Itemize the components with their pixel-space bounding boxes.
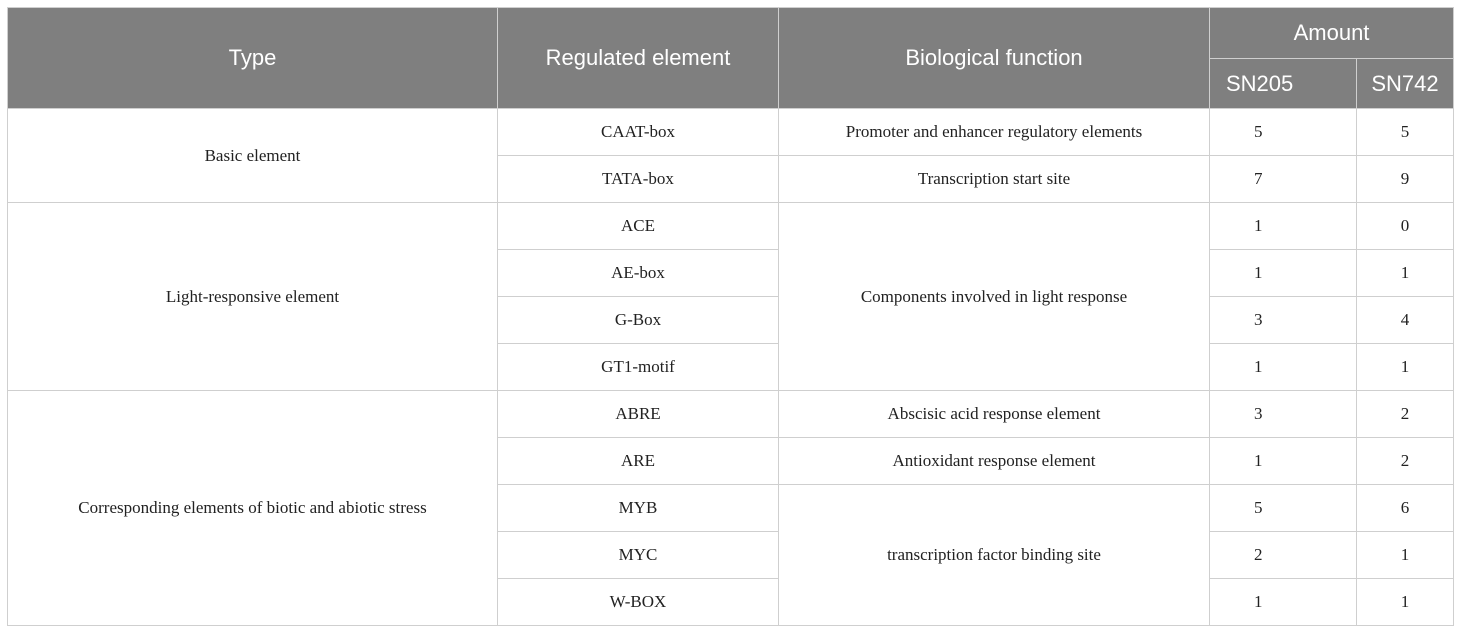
sn742-cell: 1 bbox=[1357, 532, 1454, 579]
element-cell: ARE bbox=[498, 438, 779, 485]
element-cell: MYB bbox=[498, 485, 779, 532]
sn742-cell: 4 bbox=[1357, 297, 1454, 344]
element-cell: AE-box bbox=[498, 250, 779, 297]
sn205-cell: 2 bbox=[1210, 532, 1357, 579]
sn742-cell: 1 bbox=[1357, 344, 1454, 391]
sn205-cell: 1 bbox=[1210, 203, 1357, 250]
sn205-cell: 7 bbox=[1210, 156, 1357, 203]
element-cell: GT1-motif bbox=[498, 344, 779, 391]
type-cell: Basic element bbox=[8, 109, 498, 203]
element-cell: G-Box bbox=[498, 297, 779, 344]
function-cell: Promoter and enhancer regulatory elements bbox=[779, 109, 1210, 156]
sn742-cell: 0 bbox=[1357, 203, 1454, 250]
element-cell: ABRE bbox=[498, 391, 779, 438]
element-cell: CAAT-box bbox=[498, 109, 779, 156]
header-sn205: SN205 bbox=[1210, 59, 1357, 109]
sn205-cell: 1 bbox=[1210, 438, 1357, 485]
header-sn742: SN742 bbox=[1357, 59, 1454, 109]
type-cell: Corresponding elements of biotic and abiotic stress bbox=[8, 391, 498, 626]
element-cell: TATA-box bbox=[498, 156, 779, 203]
sn742-cell: 1 bbox=[1357, 250, 1454, 297]
function-cell: transcription factor binding site bbox=[779, 485, 1210, 626]
header-amount: Amount bbox=[1210, 8, 1454, 59]
sn205-cell: 3 bbox=[1210, 391, 1357, 438]
sn742-cell: 2 bbox=[1357, 438, 1454, 485]
sn742-cell: 2 bbox=[1357, 391, 1454, 438]
sn205-cell: 1 bbox=[1210, 344, 1357, 391]
element-cell: W-BOX bbox=[498, 579, 779, 626]
header-biological-function: Biological function bbox=[779, 8, 1210, 109]
function-cell: Transcription start site bbox=[779, 156, 1210, 203]
function-cell: Components involved in light response bbox=[779, 203, 1210, 391]
function-cell: Antioxidant response element bbox=[779, 438, 1210, 485]
header-type: Type bbox=[8, 8, 498, 109]
sn742-cell: 1 bbox=[1357, 579, 1454, 626]
sn742-cell: 6 bbox=[1357, 485, 1454, 532]
sn205-cell: 3 bbox=[1210, 297, 1357, 344]
sn205-cell: 1 bbox=[1210, 250, 1357, 297]
sn742-cell: 5 bbox=[1357, 109, 1454, 156]
sn205-cell: 1 bbox=[1210, 579, 1357, 626]
type-cell: Light-responsive element bbox=[8, 203, 498, 391]
table-row bbox=[8, 109, 1454, 156]
sn205-cell: 5 bbox=[1210, 485, 1357, 532]
table-row bbox=[8, 391, 1454, 438]
sn205-cell: 5 bbox=[1210, 109, 1357, 156]
function-cell: Abscisic acid response element bbox=[779, 391, 1210, 438]
table-row bbox=[8, 203, 1454, 250]
sn742-cell: 9 bbox=[1357, 156, 1454, 203]
elements-table bbox=[7, 7, 1454, 626]
header-row bbox=[8, 8, 1454, 59]
element-cell: ACE bbox=[498, 203, 779, 250]
element-cell: MYC bbox=[498, 532, 779, 579]
header-regulated-element: Regulated element bbox=[498, 8, 779, 109]
